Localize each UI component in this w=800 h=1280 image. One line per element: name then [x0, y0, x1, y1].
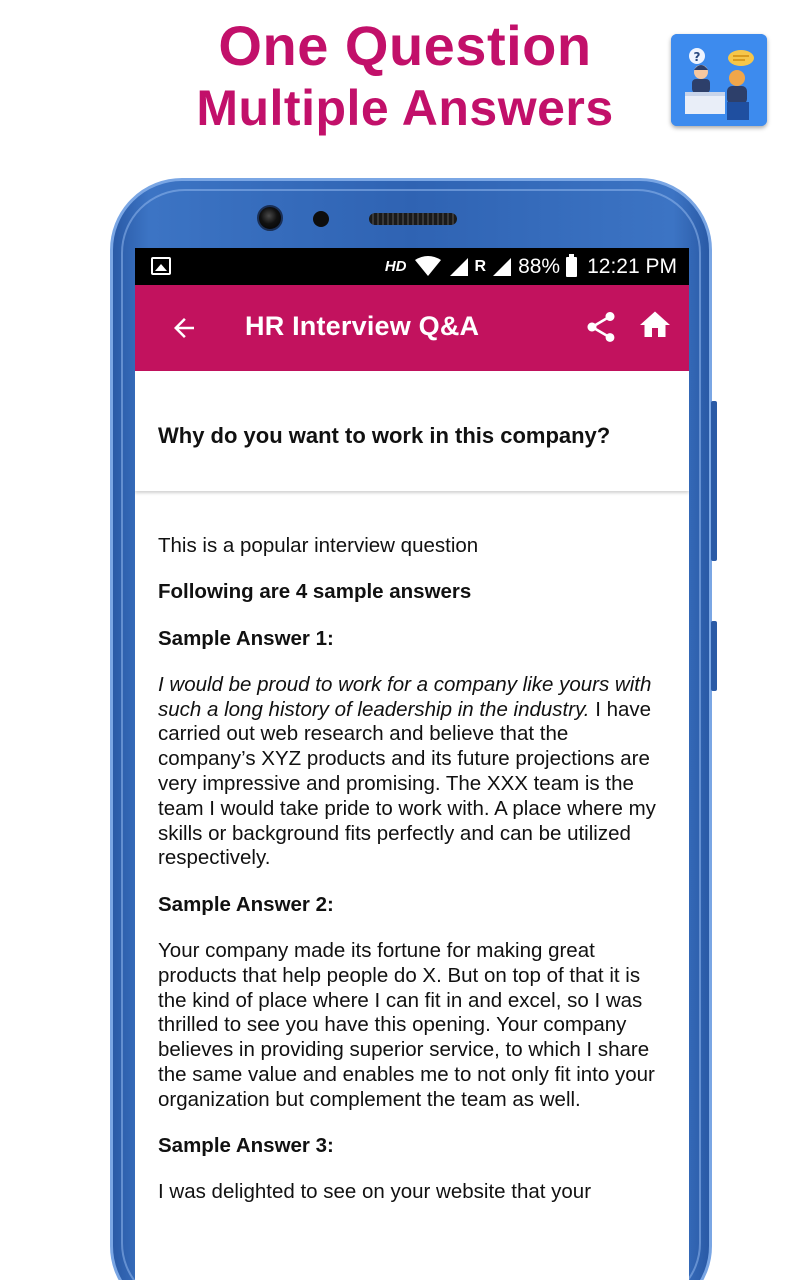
question-text: Why do you want to work in this company?: [158, 423, 611, 448]
roaming-indicator: R: [474, 257, 487, 275]
home-icon[interactable]: [637, 307, 673, 343]
subheading: Following are 4 sample answers: [158, 580, 472, 604]
answer-label: Sample Answer 1:: [158, 626, 334, 650]
app-toolbar: [135, 285, 689, 371]
status-bar: [135, 248, 689, 285]
clock: 12:21 PM: [587, 254, 677, 278]
answer-content: [158, 534, 668, 1227]
battery-icon: [566, 257, 577, 277]
signal-icon: [449, 257, 469, 277]
back-arrow-icon[interactable]: [169, 313, 199, 343]
interview-app-icon: [671, 34, 767, 126]
signal-icon-2: [492, 257, 512, 277]
answer-body-text: I have carried out web research and believe that the company’s XYZ products and its future projections are very impressive and promising. The XXX team is the team I would take pride to work with. A place where my skills or background fits perfectly and can be utilized respectively.: [158, 697, 656, 870]
svg-text:?: ?: [693, 50, 701, 64]
promo-headline-line2: Multiple Answers: [196, 80, 614, 136]
question-card: [135, 371, 689, 491]
promo-headline-line1: One Question: [218, 14, 592, 77]
toolbar-title: HR Interview Q&A: [245, 311, 480, 341]
image-notification-icon: [151, 257, 171, 275]
answer-text: I was delighted to see on your website that your: [158, 1180, 592, 1204]
battery-percent: 88%: [518, 254, 561, 278]
answer-label: Sample Answer 2:: [158, 892, 334, 916]
front-camera: [257, 205, 283, 231]
answer-italic-text: I would be proud to work for a company like yours with such a long history of leadership in the industry.: [158, 672, 652, 721]
answer-label: Sample Answer 3:: [158, 1134, 334, 1158]
promo-headline: [150, 14, 660, 138]
hd-indicator: HD: [384, 258, 407, 275]
power-button: [711, 621, 717, 691]
earpiece-speaker: [369, 213, 457, 225]
share-icon[interactable]: [583, 309, 619, 345]
intro-text: This is a popular interview question: [158, 534, 479, 557]
answer-text: [158, 673, 668, 871]
wifi-icon: [413, 256, 443, 278]
status-right: [385, 248, 677, 285]
phone-screen: [135, 248, 689, 1280]
proximity-sensor: [313, 211, 329, 227]
volume-button: [711, 401, 717, 561]
answer-text: Your company made its fortune for making great products that help people do X. But on top of that it is the kind of place where I can fit in and excel, so I was thrilled to see you have this opening. Your company believes in providing superior service, to which I share the same value and enables me to not only fit into your organization but complement the team as well.: [158, 939, 655, 1111]
